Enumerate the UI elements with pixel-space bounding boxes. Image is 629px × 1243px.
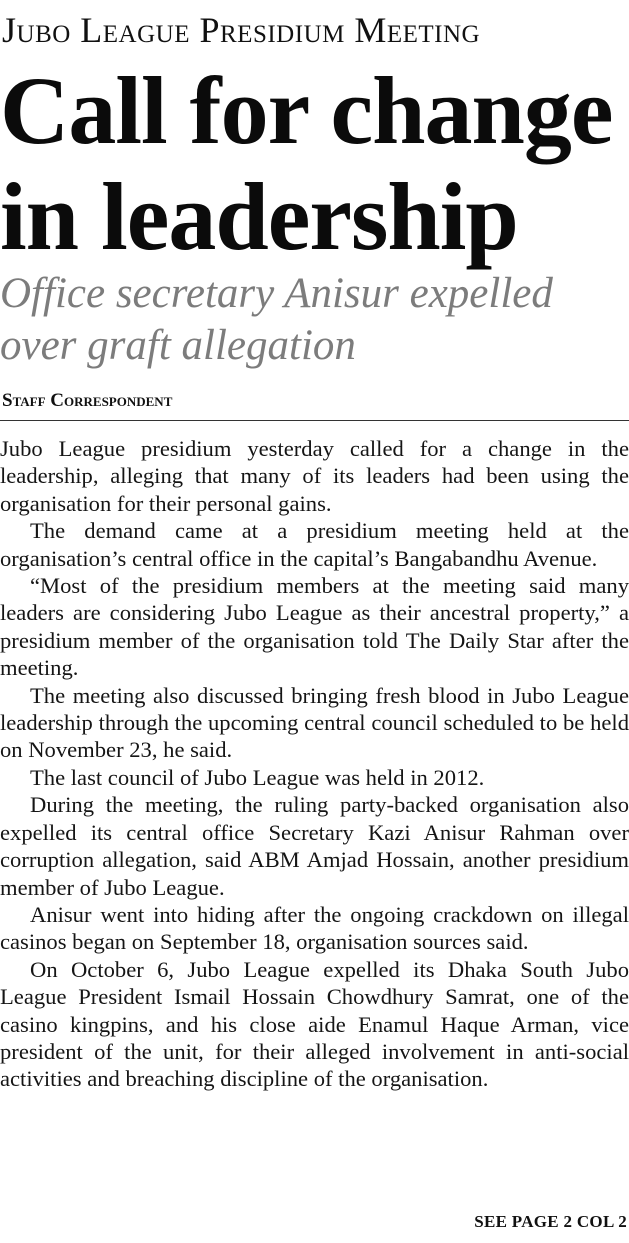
article-kicker: Jubo League Presidium Meeting — [2, 10, 481, 50]
article-paragraph: The demand came at a presidium meeting held at the organisation’s central office in the capital’s Bangabandhu Avenue. — [0, 518, 629, 571]
article-paragraph: Anisur went into hiding after the ongoing crackdown on illegal casinos began on September 18, organisation sources said. — [0, 901, 629, 955]
article-paragraph: During the meeting, the ruling party-backed organisation also expelled its central office Secretary Kazi Anisur Rahman over corruption allegation, said ABM Amjad Hossain, another presidium member of Jubo League. — [0, 792, 629, 900]
continuation-link[interactable]: SEE PAGE 2 COL 2 — [474, 1212, 627, 1231]
article-body — [0, 435, 629, 1093]
article-paragraph: Jubo League presidium yesterday called for a change in the leadership, alleging that many of its leaders had been using the organisation for their personal gains. — [0, 436, 629, 516]
byline-divider — [0, 420, 629, 421]
article-paragraph: The last council of Jubo League was held in 2012. — [30, 764, 485, 790]
article-paragraph: The meeting also discussed bringing fresh blood in Jubo League leadership through the upcoming central council scheduled to be held on November 23, he said. — [0, 682, 629, 763]
article-subheadline: Office secretary Anisur expelled over graft allegation — [0, 270, 553, 369]
article-paragraph: On October 6, Jubo League expelled its Dhaka South Jubo League President Ismail Hossain Chowdhury Samrat, one of the casino kingpins, and his close aide Enamul Haque Arman, vice president of the unit, for their alleged involvement in anti-social activities and breaching discipline of the organisation. — [0, 956, 629, 1092]
article-headline: Call for change in leadership — [0, 57, 613, 270]
article-byline: Staff Correspondent — [2, 390, 173, 411]
article-paragraph: “Most of the presidium members at the meeting said many leaders are considering Jubo League as their ancestral property,” a presidium member of the organisation told The Daily Star after the meeting. — [0, 573, 629, 681]
